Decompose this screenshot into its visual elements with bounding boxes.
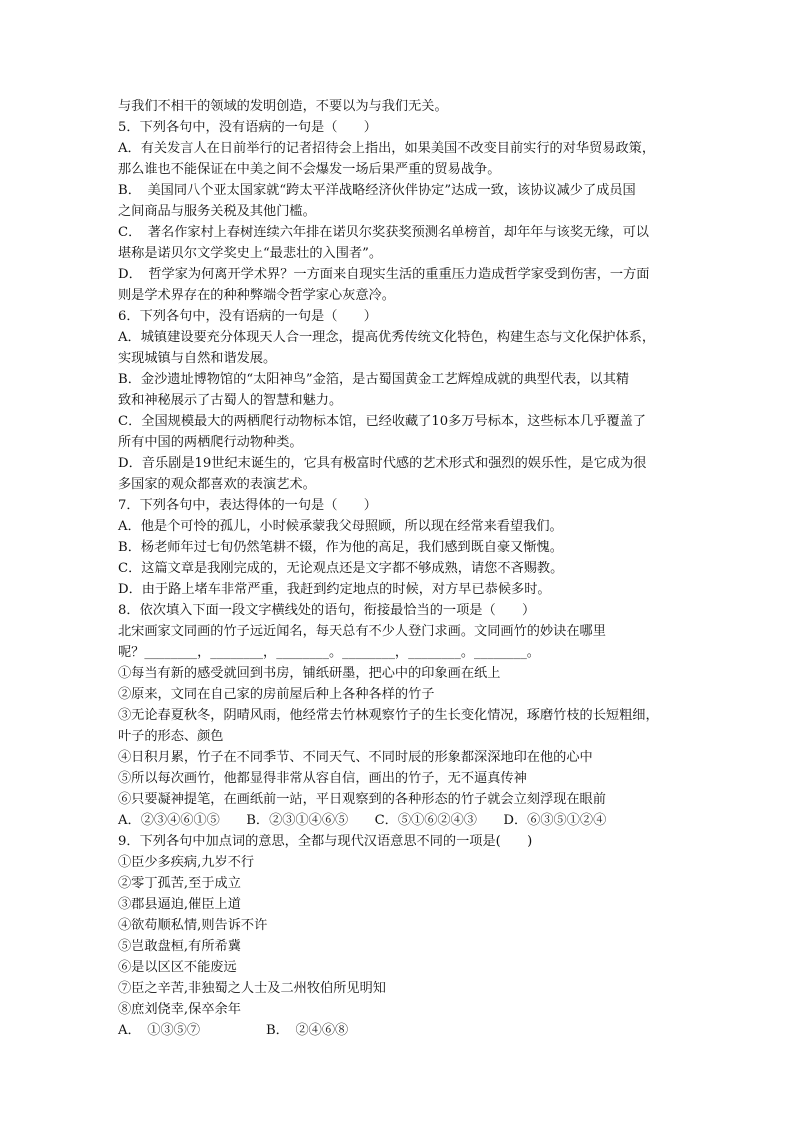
text-line: 7．下列各句中，表达得体的一句是（ ） (118, 498, 377, 513)
text-line: C．这篇文章是我刚完成的，无论观点还是文字都不够成熟，请您不吝赐教。 (118, 561, 564, 576)
text-line: 8．依次填入下面一段文字横线处的语句，衔接最恰当的一项是（ ） (118, 603, 536, 618)
text-line: 9．下列各句中加点词的意思，全都与现代汉语意思不同的一项是( ) (118, 834, 533, 849)
text-line: ⑥是以区区不能废远 (118, 960, 237, 975)
text-line: 堪称是诺贝尔文学奖史上“最悲壮的入围者”。 (118, 246, 383, 261)
text-line: 实现城镇与自然和谐发展。 (118, 351, 277, 366)
text-line: 北宋画家文同画的竹子远近闻名，每天总有不少人登门求画。文同画竹的妙诀在哪里 (118, 624, 606, 639)
text-line: 则是学术界存在的种种弊端令哲学家心灰意冷。 (118, 288, 395, 303)
text-line: A．有关发言人在日前举行的记者招待会上指出，如果美国不改变目前实行的对华贸易政策， (118, 141, 656, 156)
text-line: ②原来，文同在自己家的房前屋后种上各种各样的竹子 (118, 687, 435, 702)
text-line: 那么谁也不能保证在中美之间不会爆发一场后果严重的贸易战争。 (118, 162, 501, 177)
text-line: A．②③④⑥①⑤ B．②③①④⑥⑤ C．⑤①⑥②④③ D．⑥③⑤①②④ (118, 813, 607, 828)
text-line: D．音乐剧是19世纪末诞生的，它具有极富时代感的艺术形式和强烈的娱乐性，是它成为很 (118, 456, 647, 471)
text-line: ⑥只要凝神提笔，在画纸前一站，平日观察到的各种形态的竹子就会立刻浮现在眼前 (118, 792, 606, 807)
text-line: ①臣少多疾病,九岁不行 (118, 855, 255, 870)
exam-content (118, 96, 690, 1041)
text-line: ⑧庶刘侥幸,保卒余年 (118, 1002, 241, 1017)
text-line: B． 美国同八个亚太国家就“跨太平洋战略经济伙伴协定”达成一致，该协议减少了成员国 (118, 183, 636, 198)
text-line: ③无论春夏秋冬，阴晴风雨，他经常去竹林观察竹子的生长变化情况，琢磨竹枝的长短粗细， (118, 708, 659, 723)
text-line: 之间商品与服务关税及其他门槛。 (118, 204, 316, 219)
text-line: D． 哲学家为何离开学术界？一方面来自现实生活的重重压力造成哲学家受到伤害，一方面 (118, 267, 650, 282)
text-line: ⑦臣之辛苦,非独蜀之人士及二州牧伯所见明知 (118, 981, 386, 996)
text-line: A． ①③⑤⑦ B． ②④⑥⑧ (118, 1023, 349, 1038)
text-line: B．杨老师年过七旬仍然笔耕不辍，作为他的高足，我们感到既自豪又惭愧。 (118, 540, 563, 555)
text-line: ③郡县逼迫,催臣上道 (118, 897, 241, 912)
text-line: ①每当有新的感受就回到书房，铺纸研墨，把心中的印象画在纸上 (118, 666, 501, 681)
text-line: D．由于路上堵车非常严重，我赶到约定地点的时候，对方早已恭候多时。 (118, 582, 551, 597)
text-line: 与我们不相干的领域的发明创造，不要以为与我们无关。 (118, 99, 448, 114)
text-line: ⑤岂敢盘桓,有所希冀 (118, 939, 241, 954)
text-line: 叶子的形态、颜色 (118, 729, 224, 744)
text-line: C．全国规模最大的两栖爬行动物标本馆，已经收藏了10多万号标本，这些标本几乎覆盖了 (118, 414, 646, 429)
text-line: 所有中国的两栖爬行动物种类。 (118, 435, 303, 450)
text-line: B．金沙遗址博物馆的“太阳神鸟”金箔，是古蜀国黄金工艺辉煌成就的典型代表，以其精 (118, 372, 630, 387)
text-line: 5．下列各句中，没有语病的一句是（ ） (118, 120, 377, 135)
text-line: C． 著名作家村上春树连续六年排在诺贝尔奖获奖预测名单榜首，却年年与该奖无缘，可以 (118, 225, 649, 240)
text-line: ②零丁孤苦,至于成立 (118, 876, 241, 891)
text-line: ④日积月累，竹子在不同季节、不同天气、不同时辰的形象都深深地印在他的心中 (118, 750, 593, 765)
text-line: 多国家的观众都喜欢的表演艺术。 (118, 477, 316, 492)
text-line: 6．下列各句中，没有语病的一句是（ ） (118, 309, 377, 324)
text-line: ④欲苟顺私情,则告诉不许 (118, 918, 268, 933)
text-line: 呢？________，________，________。________，________。________。 (118, 645, 540, 660)
text-line: A．他是个可怜的孤儿，小时候承蒙我父母照顾，所以现在经常来看望我们。 (118, 519, 563, 534)
text-line: A．城镇建设要充分体现天人合一理念，提高优秀传统文化特色，构建生态与文化保护体系， (118, 330, 656, 345)
text-line: 致和神秘展示了古蜀人的智慧和魅力。 (118, 393, 343, 408)
text-line: ⑤所以每次画竹，他都显得非常从容自信，画出的竹子，无不逼真传神 (118, 771, 527, 786)
